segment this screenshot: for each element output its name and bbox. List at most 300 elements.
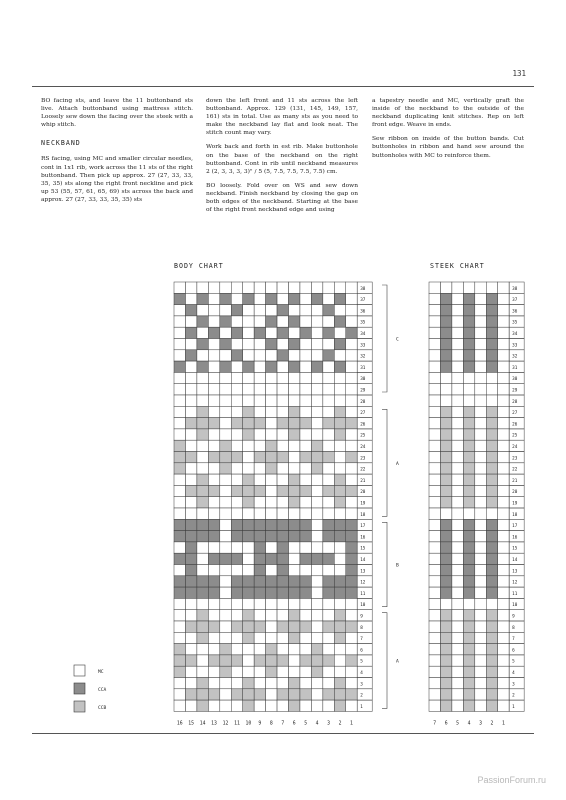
body-chart-cell — [197, 339, 208, 350]
steek-chart-cell — [429, 519, 440, 530]
body-chart-cell — [311, 485, 322, 496]
body-chart-cell — [197, 282, 208, 293]
body-chart-cell — [231, 519, 242, 530]
body-chart-cell — [231, 700, 242, 711]
body-chart-cell — [334, 565, 345, 576]
body-chart-cell — [277, 395, 288, 406]
body-chart-cell — [323, 440, 334, 451]
body-chart-row-label: 6 — [360, 648, 363, 654]
body-chart-cell — [197, 655, 208, 666]
body-chart-cell — [334, 395, 345, 406]
steek-chart-cell — [475, 339, 486, 350]
body-chart-cell — [334, 632, 345, 643]
body-chart-cell — [311, 689, 322, 700]
steek-chart-cell — [498, 418, 509, 429]
steek-chart-row-label: 22 — [512, 467, 518, 473]
body-chart-cell — [289, 678, 300, 689]
body-chart-cell — [174, 621, 185, 632]
body-chart-cell — [311, 384, 322, 395]
steek-chart-cell — [463, 452, 474, 463]
steek-chart-row-label: 33 — [512, 343, 518, 349]
body-chart-cell — [289, 621, 300, 632]
body-chart-cell — [266, 587, 277, 598]
body-chart-cell — [300, 553, 311, 564]
steek-chart-cell — [463, 485, 474, 496]
body-chart-cell — [208, 610, 219, 621]
steek-chart-cell — [440, 644, 451, 655]
body-chart-cell — [197, 429, 208, 440]
steek-chart-cell — [452, 384, 463, 395]
body-chart-cell — [266, 644, 277, 655]
steek-chart-cell — [440, 632, 451, 643]
bottom-rule — [32, 733, 534, 734]
body-chart-cell — [346, 293, 357, 304]
body-chart-cell — [289, 485, 300, 496]
body-chart-cell — [323, 655, 334, 666]
body-chart-cell — [243, 666, 254, 677]
body-chart-cell — [254, 406, 265, 417]
steek-chart-cell — [440, 384, 451, 395]
body-chart-col-label: 8 — [269, 721, 273, 727]
body-chart-col-label: 11 — [234, 721, 240, 727]
body-chart-cell — [266, 621, 277, 632]
steek-chart-cell — [452, 666, 463, 677]
steek-chart-cell — [463, 395, 474, 406]
body-chart-cell — [266, 655, 277, 666]
steek-chart-row-label: 10 — [512, 603, 518, 609]
steek-chart-cell — [452, 463, 463, 474]
body-chart-cell — [277, 463, 288, 474]
steek-chart-cell — [440, 474, 451, 485]
steek-chart-cell — [475, 700, 486, 711]
steek-chart-cell — [440, 440, 451, 451]
body-chart-cell — [243, 576, 254, 587]
body-chart-cell — [300, 531, 311, 542]
steek-chart-cell — [429, 644, 440, 655]
body-chart-cell — [277, 689, 288, 700]
legend-label: MC — [98, 670, 104, 675]
steek-chart-cell — [475, 452, 486, 463]
body-chart-cell — [231, 508, 242, 519]
body-chart-cell — [311, 395, 322, 406]
body-chart-cell — [334, 519, 345, 530]
body-chart-cell — [231, 678, 242, 689]
body-chart-cell — [346, 531, 357, 542]
steek-chart-cell — [440, 350, 451, 361]
body-chart-cell — [174, 350, 185, 361]
body-chart-cell — [243, 689, 254, 700]
body-chart-cell — [185, 632, 196, 643]
body-chart-cell — [277, 508, 288, 519]
steek-chart-cell — [429, 305, 440, 316]
steek-chart-row-label: 28 — [512, 399, 518, 405]
body-chart-cell — [346, 452, 357, 463]
body-chart-row-label: 18 — [360, 512, 366, 518]
body-chart-cell — [174, 700, 185, 711]
body-chart-cell — [231, 666, 242, 677]
steek-chart-cell — [463, 531, 474, 542]
body-chart-cell — [254, 452, 265, 463]
steek-chart-cell — [475, 519, 486, 530]
body-chart-cell — [266, 293, 277, 304]
body-chart-cell — [289, 282, 300, 293]
body-chart-cell — [208, 666, 219, 677]
body-chart-col-label: 4 — [315, 721, 319, 727]
body-chart-cell — [346, 327, 357, 338]
body-chart-cell — [323, 485, 334, 496]
steek-chart-row-label: 9 — [512, 614, 515, 620]
steek-chart-cell — [498, 587, 509, 598]
steek-chart-row-label: 16 — [512, 535, 518, 541]
body-chart-cell — [266, 316, 277, 327]
section-label: A — [396, 461, 399, 467]
body-chart-cell — [277, 452, 288, 463]
steek-chart-cell — [463, 655, 474, 666]
body-chart-cell — [185, 553, 196, 564]
body-chart-cell — [311, 293, 322, 304]
body-chart-cell — [220, 598, 231, 609]
steek-chart-row-label: 13 — [512, 569, 518, 575]
body-chart-cell — [311, 474, 322, 485]
body-chart-cell — [266, 678, 277, 689]
steek-chart-cell — [429, 700, 440, 711]
steek-chart-cell — [498, 384, 509, 395]
body-chart-cell — [185, 497, 196, 508]
steek-chart-cell — [486, 327, 497, 338]
paragraph: BO facing sts, and leave the 11 buttonband sts live. Attach buttonband using mattress stitch. Loosely sew down the facing over the steek with a whip stitch. — [41, 98, 193, 129]
steek-chart-cell — [498, 361, 509, 372]
body-chart-row-label: 37 — [360, 298, 366, 304]
steek-chart-row-label: 2 — [512, 693, 515, 699]
body-chart-cell — [346, 440, 357, 451]
body-chart-cell — [254, 485, 265, 496]
steek-chart-cell — [486, 282, 497, 293]
body-chart-cell — [220, 305, 231, 316]
steek-chart-cell — [475, 429, 486, 440]
steek-chart-cell — [440, 587, 451, 598]
steek-chart-cell — [498, 293, 509, 304]
steek-chart-cell — [429, 339, 440, 350]
steek-chart-cell — [452, 406, 463, 417]
body-chart-cell — [243, 339, 254, 350]
body-chart-cell — [254, 282, 265, 293]
body-chart-row-label: 13 — [360, 569, 366, 575]
steek-chart-row-label: 24 — [512, 445, 518, 450]
body-chart-cell — [266, 474, 277, 485]
body-chart-cell — [346, 678, 357, 689]
body-chart-cell — [208, 429, 219, 440]
body-chart-cell — [208, 587, 219, 598]
body-chart-cell — [334, 282, 345, 293]
body-chart-cell — [174, 497, 185, 508]
body-chart-cell — [266, 689, 277, 700]
steek-chart-cell — [452, 587, 463, 598]
body-chart-cell — [289, 372, 300, 383]
steek-chart-cell — [429, 395, 440, 406]
body-chart-cell — [323, 666, 334, 677]
body-chart-cell — [311, 519, 322, 530]
body-chart-cell — [185, 463, 196, 474]
body-chart-cell — [254, 508, 265, 519]
body-chart-cell — [300, 666, 311, 677]
body-chart-cell — [266, 282, 277, 293]
steek-chart-cell — [475, 293, 486, 304]
steek-chart-cell — [498, 406, 509, 417]
body-chart-row-label: 12 — [360, 580, 366, 586]
body-chart-cell — [346, 689, 357, 700]
body-chart-cell — [243, 463, 254, 474]
steek-chart-cell — [452, 576, 463, 587]
steek-chart-row-label: 35 — [512, 320, 518, 326]
body-chart-cell — [311, 655, 322, 666]
body-chart-cell — [174, 305, 185, 316]
body-chart-cell — [197, 440, 208, 451]
body-chart-cell — [289, 542, 300, 553]
body-chart-cell — [334, 474, 345, 485]
body-chart-cell — [208, 395, 219, 406]
body-chart-cell — [346, 361, 357, 372]
section-heading-neckband: NECKBAND — [41, 139, 81, 148]
body-chart-cell — [323, 700, 334, 711]
steek-chart-cell — [463, 440, 474, 451]
steek-chart-cell — [440, 463, 451, 474]
body-chart-cell — [346, 463, 357, 474]
body-chart-cell — [289, 655, 300, 666]
body-chart-row-label: 34 — [360, 332, 366, 337]
steek-chart-cell — [440, 576, 451, 587]
body-chart-cell — [300, 678, 311, 689]
body-chart-cell — [197, 621, 208, 632]
steek-chart-cell — [486, 587, 497, 598]
body-chart-cell — [346, 587, 357, 598]
body-chart-cell — [231, 598, 242, 609]
steek-chart-row-label: 37 — [512, 298, 518, 304]
steek-chart-cell — [475, 418, 486, 429]
body-chart-cell — [323, 689, 334, 700]
steek-chart-row-label: 26 — [512, 422, 518, 428]
body-chart-cell — [300, 689, 311, 700]
steek-chart-cell — [463, 553, 474, 564]
steek-chart-row-label: 38 — [512, 286, 518, 292]
body-chart-row-label: 16 — [360, 535, 366, 541]
body-chart-cell — [289, 531, 300, 542]
body-chart-cell — [266, 395, 277, 406]
steek-chart-cell — [463, 474, 474, 485]
body-chart-cell — [277, 666, 288, 677]
body-chart-cell — [185, 350, 196, 361]
steek-chart-cell — [463, 418, 474, 429]
paragraph: BO loosely. Fold over on WS and sew down neckband. Finish neckband by closing the gap on both edges of the neckband. Starting at the base of the right front neckband edge and using — [206, 182, 358, 214]
steek-chart-cell — [440, 485, 451, 496]
body-chart-cell — [311, 565, 322, 576]
body-chart-cell — [208, 497, 219, 508]
body-chart-cell — [220, 542, 231, 553]
body-chart-cell — [185, 406, 196, 417]
steek-chart-cell — [498, 678, 509, 689]
body-chart-cell — [300, 485, 311, 496]
body-chart-cell — [334, 485, 345, 496]
body-chart-cell — [323, 474, 334, 485]
section-label: C — [396, 337, 399, 343]
body-chart-cell — [300, 632, 311, 643]
body-chart-cell — [174, 485, 185, 496]
body-chart-cell — [254, 305, 265, 316]
body-chart-cell — [197, 497, 208, 508]
body-chart-cell — [197, 542, 208, 553]
body-chart-cell — [220, 678, 231, 689]
body-chart-cell — [243, 395, 254, 406]
steek-chart-cell — [440, 519, 451, 530]
body-chart-cell — [254, 474, 265, 485]
body-chart-cell — [300, 497, 311, 508]
body-chart-cell — [220, 565, 231, 576]
body-chart-cell — [323, 463, 334, 474]
steek-chart-cell — [440, 689, 451, 700]
body-chart-cell — [197, 587, 208, 598]
steek-chart-cell — [486, 372, 497, 383]
body-chart-cell — [334, 576, 345, 587]
steek-chart-cell — [452, 553, 463, 564]
body-chart-cell — [300, 293, 311, 304]
steek-chart-cell — [429, 361, 440, 372]
section-bracket — [382, 522, 387, 606]
body-chart-cell — [300, 644, 311, 655]
steek-chart-cell — [463, 644, 474, 655]
body-chart-cell — [197, 350, 208, 361]
steek-chart-cell — [486, 519, 497, 530]
body-chart-cell — [220, 339, 231, 350]
body-chart-cell — [266, 406, 277, 417]
steek-chart-cell — [452, 452, 463, 463]
body-chart-cell — [231, 542, 242, 553]
body-chart-cell — [197, 531, 208, 542]
steek-chart-col-label: 3 — [479, 721, 482, 727]
body-chart-cell — [266, 497, 277, 508]
body-chart-cell — [334, 587, 345, 598]
body-chart-cell — [197, 372, 208, 383]
steek-chart-cell — [486, 339, 497, 350]
body-chart-cell — [346, 350, 357, 361]
body-chart-col-label: 2 — [338, 721, 342, 727]
body-chart-cell — [208, 553, 219, 564]
body-chart-cell — [174, 666, 185, 677]
steek-chart-cell — [452, 316, 463, 327]
steek-chart-row-label: 21 — [512, 478, 518, 484]
steek-chart-cell — [463, 372, 474, 383]
body-chart-cell — [289, 316, 300, 327]
body-chart-cell — [289, 463, 300, 474]
body-chart-cell — [311, 372, 322, 383]
steek-chart-cell — [452, 293, 463, 304]
body-chart-cell — [311, 576, 322, 587]
body-chart-cell — [266, 418, 277, 429]
body-chart-cell — [334, 598, 345, 609]
steek-chart-cell — [429, 316, 440, 327]
body-chart-cell — [208, 644, 219, 655]
body-chart-cell — [197, 598, 208, 609]
body-chart-cell — [220, 463, 231, 474]
steek-chart-cell — [486, 644, 497, 655]
body-chart-cell — [266, 440, 277, 451]
steek-chart-cell — [486, 395, 497, 406]
steek-chart-cell — [440, 339, 451, 350]
body-chart-cell — [277, 655, 288, 666]
watermark: PassionForum.ru — [477, 775, 546, 785]
steek-chart-cell — [463, 327, 474, 338]
steek-chart-cell — [452, 655, 463, 666]
body-chart-cell — [346, 474, 357, 485]
body-chart-cell — [289, 497, 300, 508]
body-chart-cell — [334, 384, 345, 395]
steek-chart-cell — [429, 485, 440, 496]
body-chart-cell — [254, 339, 265, 350]
steek-chart-cell — [486, 463, 497, 474]
body-chart-cell — [334, 700, 345, 711]
paragraph: Sew ribbon on inside of the button bands. Cut buttonholes in ribbon and hand sew around the buttonholes with MC to reinforce them. — [372, 136, 524, 159]
steek-chart-cell — [486, 700, 497, 711]
body-chart-cell — [254, 644, 265, 655]
body-chart-cell — [231, 327, 242, 338]
body-chart-cell — [208, 293, 219, 304]
steek-chart-row-label: 25 — [512, 433, 518, 439]
body-chart-cell — [311, 700, 322, 711]
body-chart-cell — [323, 542, 334, 553]
steek-chart-cell — [486, 485, 497, 496]
body-chart-cell — [289, 508, 300, 519]
steek-chart-cell — [475, 327, 486, 338]
body-chart-cell — [174, 327, 185, 338]
body-chart-cell — [323, 587, 334, 598]
steek-chart-cell — [475, 463, 486, 474]
body-chart-cell — [208, 474, 219, 485]
body-chart-cell — [334, 418, 345, 429]
body-chart-row-label: 32 — [360, 354, 366, 360]
body-chart-cell — [220, 293, 231, 304]
body-chart-cell — [220, 350, 231, 361]
body-chart-cell — [300, 452, 311, 463]
steek-chart-cell — [429, 655, 440, 666]
body-chart-cell — [197, 576, 208, 587]
steek-chart-cell — [498, 282, 509, 293]
body-chart-cell — [254, 293, 265, 304]
body-chart-cell — [208, 418, 219, 429]
body-chart-row-label: 36 — [360, 309, 366, 315]
steek-chart-cell — [498, 395, 509, 406]
body-chart-cell — [231, 305, 242, 316]
body-chart-cell — [174, 689, 185, 700]
body-chart-cell — [277, 429, 288, 440]
body-chart-cell — [243, 406, 254, 417]
body-chart-cell — [346, 598, 357, 609]
body-chart-cell — [185, 621, 196, 632]
body-chart-cell — [311, 598, 322, 609]
body-chart-cell — [277, 372, 288, 383]
body-chart-cell — [254, 610, 265, 621]
steek-chart-row-label: 15 — [512, 546, 518, 552]
body-chart-cell — [185, 293, 196, 304]
body-chart-cell — [346, 316, 357, 327]
body-chart-cell — [311, 610, 322, 621]
steek-chart-row-label: 4 — [512, 671, 515, 676]
steek-chart-cell — [475, 316, 486, 327]
body-chart-cell — [231, 474, 242, 485]
body-chart-cell — [220, 384, 231, 395]
steek-chart-cell — [429, 497, 440, 508]
body-chart-cell — [231, 384, 242, 395]
body-chart-cell — [243, 655, 254, 666]
steek-chart-cell — [463, 632, 474, 643]
body-chart-cell — [185, 384, 196, 395]
